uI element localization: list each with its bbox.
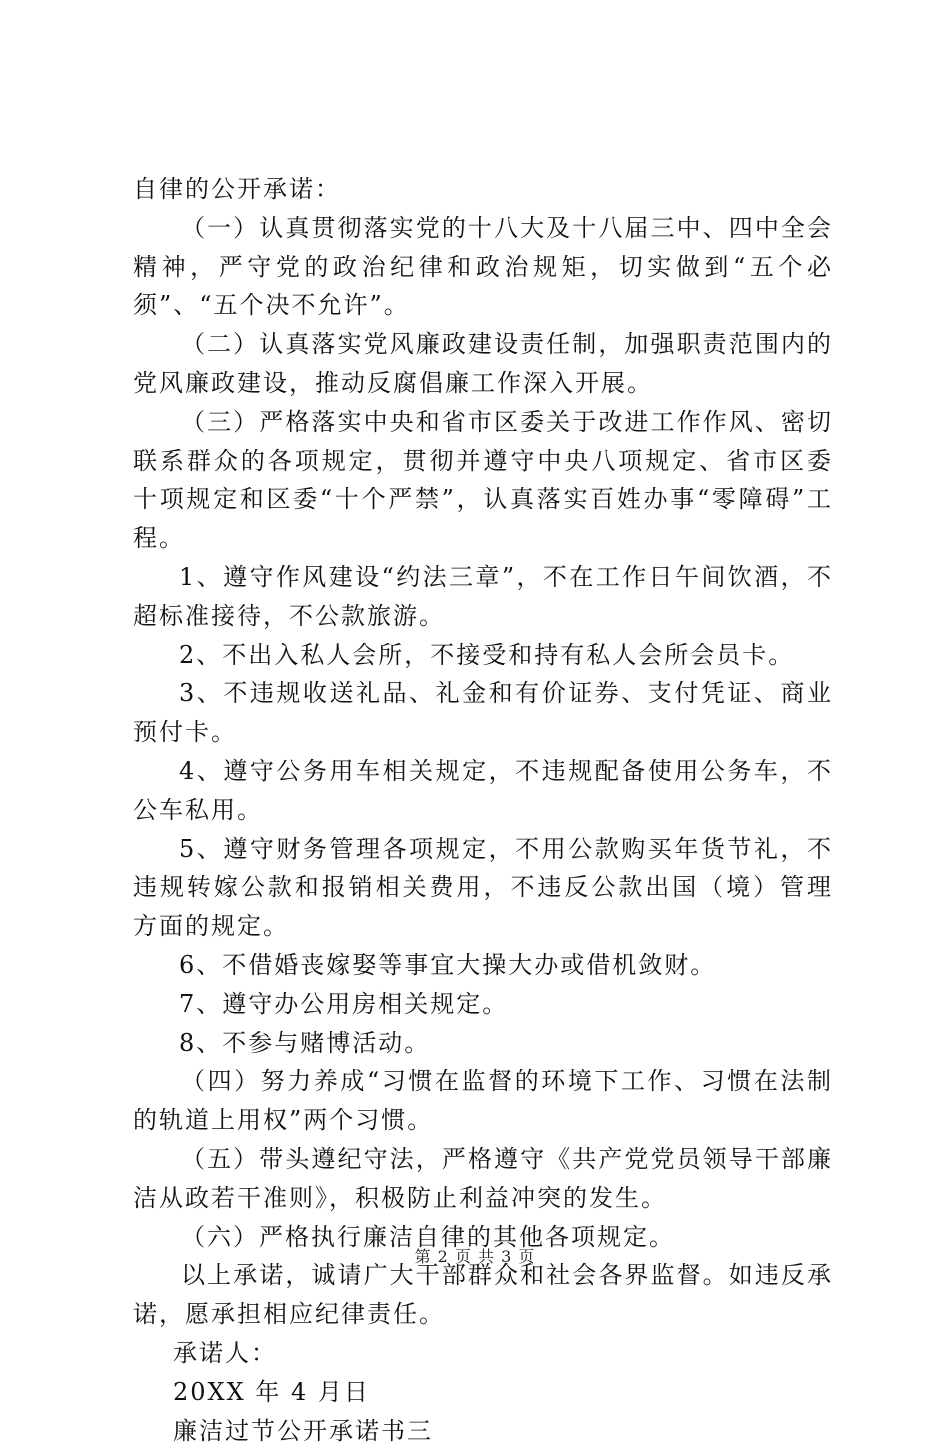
commitment-item-5: （五）带头遵纪守法，严格遵守《共产党党员领导干部廉洁从政若干准则》，积极防止利益冲突的发生。 bbox=[133, 1140, 833, 1218]
sub-item-1: 1、遵守作风建设“约法三章”，不在工作日午间饮酒，不超标准接待，不公款旅游。 bbox=[133, 558, 833, 636]
commitment-item-6: （六）严格执行廉洁自律的其他各项规定。 bbox=[133, 1218, 833, 1257]
sub-item-2: 2、不出入私人会所，不接受和持有私人会所会员卡。 bbox=[133, 636, 833, 675]
commitment-item-4: （四）努力养成“习惯在监督的环境下工作、习惯在法制的轨道上用权”两个习惯。 bbox=[133, 1062, 833, 1140]
signature-label: 承诺人： bbox=[133, 1334, 833, 1373]
page-footer: 第 2 页 共 3 页 bbox=[0, 1244, 950, 1267]
closing-statement: 以上承诺，诚请广大干部群众和社会各界监督。如违反承诺，愿承担相应纪律责任。 bbox=[133, 1256, 833, 1334]
sub-item-5: 5、遵守财务管理各项规定，不用公款购买年货节礼，不违规转嫁公款和报销相关费用，不违反公款出国（境）管理方面的规定。 bbox=[133, 830, 833, 946]
sub-item-3: 3、不违规收送礼品、礼金和有价证券、支付凭证、商业预付卡。 bbox=[133, 674, 833, 752]
sub-item-4: 4、遵守公务用车相关规定，不违规配备使用公务车，不公车私用。 bbox=[133, 752, 833, 830]
intro-line: 自律的公开承诺： bbox=[133, 170, 833, 209]
commitment-item-2: （二）认真落实党风廉政建设责任制，加强职责范围内的党风廉政建设，推动反腐倡廉工作深入开展。 bbox=[133, 325, 833, 403]
commitment-item-1: （一）认真贯彻落实党的十八大及十八届三中、四中全会精神，严守党的政治纪律和政治规矩，切实做到“五个必须”、“五个决不允许”。 bbox=[133, 209, 833, 325]
next-section-heading: 廉洁过节公开承诺书三 bbox=[133, 1412, 833, 1450]
signature-date: 20XX 年 4 月日 bbox=[133, 1373, 833, 1412]
commitment-item-3: （三）严格落实中央和省市区委关于改进工作作风、密切联系群众的各项规定，贯彻并遵守中央八项规定、省市区委十项规定和区委“十个严禁”，认真落实百姓办事“零障碍”工程。 bbox=[133, 403, 833, 558]
sub-item-7: 7、遵守办公用房相关规定。 bbox=[133, 985, 833, 1024]
sub-item-6: 6、不借婚丧嫁娶等事宜大操大办或借机敛财。 bbox=[133, 946, 833, 985]
sub-item-8: 8、不参与赌博活动。 bbox=[133, 1024, 833, 1063]
